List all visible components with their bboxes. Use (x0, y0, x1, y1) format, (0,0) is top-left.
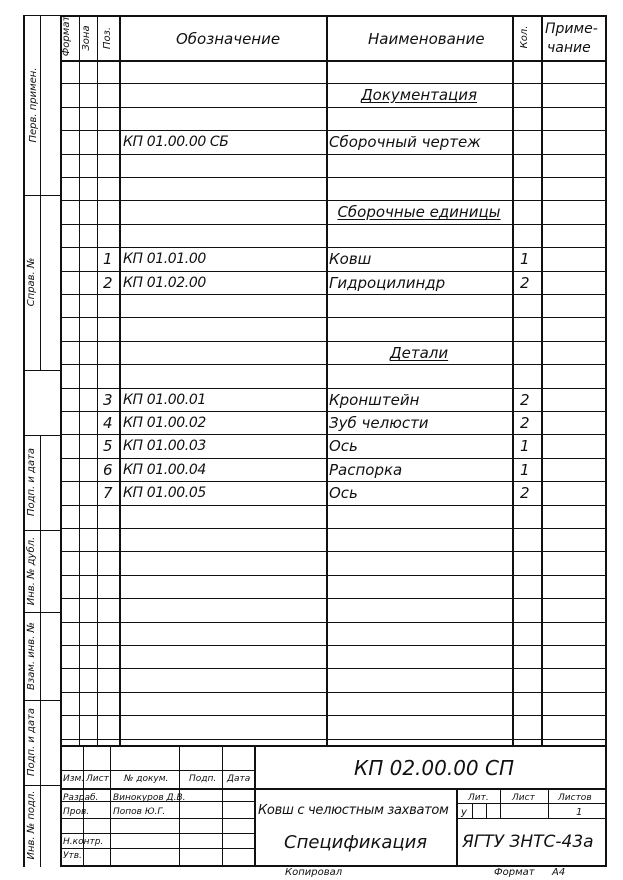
grid-line (61, 645, 605, 646)
row-qty: 1 (520, 461, 530, 479)
grid-line (472, 803, 473, 818)
grid-line (83, 745, 84, 865)
grid-line (61, 692, 605, 693)
grid-line (60, 770, 256, 771)
row-designation: КП 01.00.02 (123, 415, 206, 431)
grid-line (61, 551, 605, 552)
grid-line (61, 668, 605, 669)
row-qty: 2 (520, 414, 530, 432)
row-designation: КП 01.00.03 (123, 438, 206, 454)
grid-line (61, 481, 605, 482)
grid-line (61, 271, 605, 272)
footer-format-value: А4 (552, 867, 566, 878)
col-list: Лист (86, 774, 109, 784)
name-prov: Попов Ю.Г. (113, 807, 166, 817)
name-razrab: Винокуров Д.В. (113, 793, 186, 803)
grid-line (222, 745, 223, 865)
grid-line (61, 739, 605, 740)
grid-line (61, 177, 605, 178)
section-heading: Сборочные единицы (337, 203, 501, 221)
row-designation: КП 01.00.05 (123, 485, 206, 501)
grid-line (486, 803, 487, 818)
grid-line (456, 788, 458, 865)
grid-line (79, 15, 80, 745)
row-name: Сборочный чертеж (329, 133, 481, 151)
grid-line (548, 788, 549, 818)
row-name: Зуб челюсти (329, 414, 429, 432)
margin-label-podp-data-2: Подп. и дата (26, 707, 37, 777)
header-designation: Обозначение (176, 30, 281, 48)
grid-line (60, 833, 256, 834)
row-name: Гидроцилиндр (329, 274, 446, 292)
row-qty: 2 (520, 274, 530, 292)
row-name: Распорка (329, 461, 403, 479)
grid-line (61, 411, 605, 412)
margin-label-vzam-inv: Взам. инв. № (26, 622, 37, 690)
grid-line (60, 848, 256, 849)
row-name: Ось (329, 484, 358, 502)
grid-line (60, 788, 606, 790)
grid-line (61, 434, 605, 435)
grid-line (61, 154, 605, 155)
grid-line (61, 107, 605, 108)
grid-line (500, 788, 501, 818)
grid-line (61, 317, 605, 318)
grid-line (179, 745, 180, 865)
listov-label: Листов (558, 793, 592, 803)
row-designation: КП 01.00.04 (123, 462, 206, 478)
label-prov: Пров. (63, 807, 90, 817)
col-data: Дата (227, 774, 251, 784)
row-pos: 6 (103, 461, 113, 479)
grid-line (61, 505, 605, 506)
org-label: ЯГТУ ЗНТС-43а (462, 832, 594, 852)
doc-code: КП 02.00.00 СП (354, 756, 515, 780)
margin-label-sprav-no: Справ. № (26, 257, 37, 307)
grid-line (541, 15, 543, 745)
grid-line (61, 130, 605, 131)
row-qty: 1 (520, 437, 530, 455)
header-note-line1: Приме- (545, 21, 598, 37)
margin-label-inv-dubl: Инв. № дубл. (26, 536, 37, 606)
lit-value: у (461, 807, 467, 818)
row-pos: 3 (103, 391, 113, 409)
grid-line (110, 745, 111, 865)
row-name: Ковш (329, 250, 372, 268)
listov-value: 1 (576, 807, 583, 818)
row-qty: 2 (520, 391, 530, 409)
margin-label-inv-podl: Инв. № подл. (26, 790, 37, 860)
header-format: Формат (61, 15, 72, 57)
grid-line (61, 458, 605, 459)
footer-format-label: Формат (494, 867, 535, 878)
section-heading: Детали (389, 344, 449, 362)
grid-line (61, 622, 605, 623)
grid-line (60, 818, 256, 819)
grid-line (456, 818, 606, 819)
title-line1: Ковш с челюстным захватом (258, 803, 449, 818)
title-line2: Спецификация (284, 832, 428, 853)
grid-line (61, 341, 605, 342)
row-designation: КП 01.02.00 (123, 275, 206, 291)
section-heading: Документация (360, 86, 478, 104)
row-designation: КП 01.01.00 (123, 251, 206, 267)
grid-line (60, 60, 606, 62)
row-pos: 2 (103, 274, 113, 292)
grid-line (97, 15, 98, 745)
row-name: Кронштейн (329, 391, 420, 409)
row-name: Ось (329, 437, 358, 455)
row-pos: 5 (103, 437, 113, 455)
header-qty: Кол. (519, 25, 530, 49)
label-razrab: Разраб. (63, 793, 99, 803)
grid-line (61, 224, 605, 225)
header-zone: Зона (81, 25, 92, 51)
lit-label: Лит. (468, 793, 489, 803)
row-qty: 2 (520, 484, 530, 502)
footer-copied: Копировал (285, 867, 343, 878)
grid-line (61, 598, 605, 599)
grid-line (326, 15, 328, 745)
grid-line (119, 15, 121, 745)
row-qty: 1 (520, 250, 530, 268)
col-izm: Изм. (63, 774, 85, 784)
margin-label-perv-primen: Перв. примен. (28, 67, 39, 143)
row-pos: 4 (103, 414, 113, 432)
header-note-line2: чание (547, 40, 591, 56)
grid-line (60, 745, 606, 747)
label-utv: Утв. (63, 851, 82, 861)
col-n-dokum: № докум. (124, 774, 169, 784)
grid-line (61, 364, 605, 365)
row-pos: 1 (103, 250, 113, 268)
grid-line (61, 247, 605, 248)
grid-line (61, 575, 605, 576)
grid-line (456, 803, 606, 804)
label-nkontr: Н.контр. (63, 837, 104, 847)
grid-line (512, 15, 514, 745)
row-designation: КП 01.00.01 (123, 392, 206, 408)
grid-line (61, 83, 605, 84)
grid-line (254, 745, 256, 865)
grid-line (61, 715, 605, 716)
grid-line (61, 388, 605, 389)
header-name: Наименование (368, 30, 485, 48)
row-pos: 7 (103, 484, 113, 502)
grid-line (61, 528, 605, 529)
col-podp: Подп. (189, 774, 217, 784)
header-pos: Поз. (102, 26, 113, 50)
margin-label-podp-data-1: Подп. и дата (26, 447, 37, 517)
list-label: Лист (512, 793, 535, 803)
row-designation: КП 01.00.00 СБ (123, 134, 229, 150)
grid-line (61, 200, 605, 201)
grid-line (61, 294, 605, 295)
